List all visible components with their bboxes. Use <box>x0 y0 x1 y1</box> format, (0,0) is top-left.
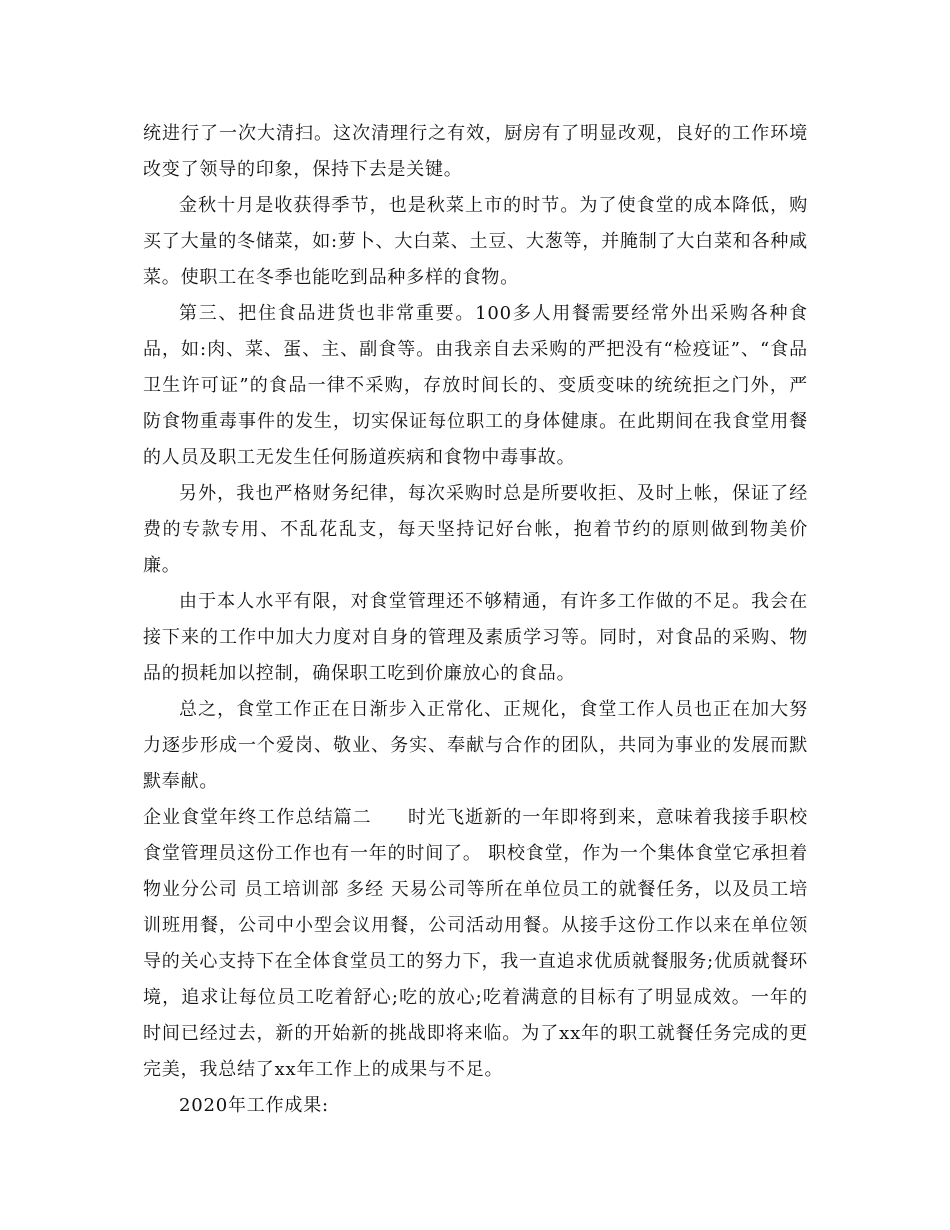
paragraph-5: 由于本人水平有限，对食堂管理还不够精通，有许多工作做的不足。我会在接下来的工作中加大力度对自身的管理及素质学习等。同时，对食品的采购、物品的损耗加以控制，确保职工吃到价廉放心的食品。 <box>143 591 808 684</box>
section-paragraph <box>143 800 808 1088</box>
document-body <box>143 116 808 1124</box>
section-title: 企业食堂年终工作总结篇二 <box>143 807 372 828</box>
section-body: 时光飞逝新的一年即将到来，意味着我接手职校食堂管理员这份工作也有一年的时间了。 职校食堂，作为一个集体食堂它承担着物业分公司 员工培训部 多经 天易公司等所在单位员工的就餐任务，以及员工培训班用餐，公司中小型会议用餐，公司活动用餐。从接手这份工作以来在单位领导的关心支持下在全体食堂员工的努力下，我一直追求优质就餐服务;优质就餐环境，追求让每位员工吃着舒心;吃的放心;吃着满意的目标有了明显成效。一年的时间已经过去，新的开始新的挑战即将来临。为了xx年的职工就餐任务完成的更完美，我总结了xx年工作上的成果与不足。 <box>143 807 808 1080</box>
results-heading: 2020年工作成果: <box>179 1095 329 1116</box>
paragraph-2: 金秋十月是收获得季节，也是秋菜上市的时节。为了使食堂的成本降低，购买了大量的冬储菜，如:萝卜、大白菜、土豆、大葱等，并腌制了大白菜和各种咸菜。使职工在冬季也能吃到品种多样的食物。 <box>143 195 808 288</box>
paragraph-4: 另外，我也严格财务纪律，每次采购时总是所要收拒、及时上帐，保证了经费的专款专用、不乱花乱支，每天坚持记好台帐，抱着节约的原则做到物美价廉。 <box>143 483 808 576</box>
paragraph-3: 第三、把住食品进货也非常重要。100多人用餐需要经常外出采购各种食品，如:肉、菜、蛋、主、副食等。由我亲自去采购的严把没有“检疫证”、“食品卫生许可证”的食品一律不采购，存放时间长的、变质变味的统统拒之门外，严防食物重毒事件的发生，切实保证每位职工的身体健康。在此期间在我食堂用餐的人员及职工无发生任何肠道疾病和食物中毒事故。 <box>143 303 808 468</box>
paragraph-6: 总之，食堂工作正在日渐步入正常化、正规化，食堂工作人员也正在加大努力逐步形成一个爱岗、敬业、务实、奉献与合作的团队，共同为事业的发展而默默奉献。 <box>143 699 808 792</box>
paragraph-1: 统进行了一次大清扫。这次清理行之有效，厨房有了明显改观，良好的工作环境改变了领导的印象，保持下去是关键。 <box>143 123 808 180</box>
